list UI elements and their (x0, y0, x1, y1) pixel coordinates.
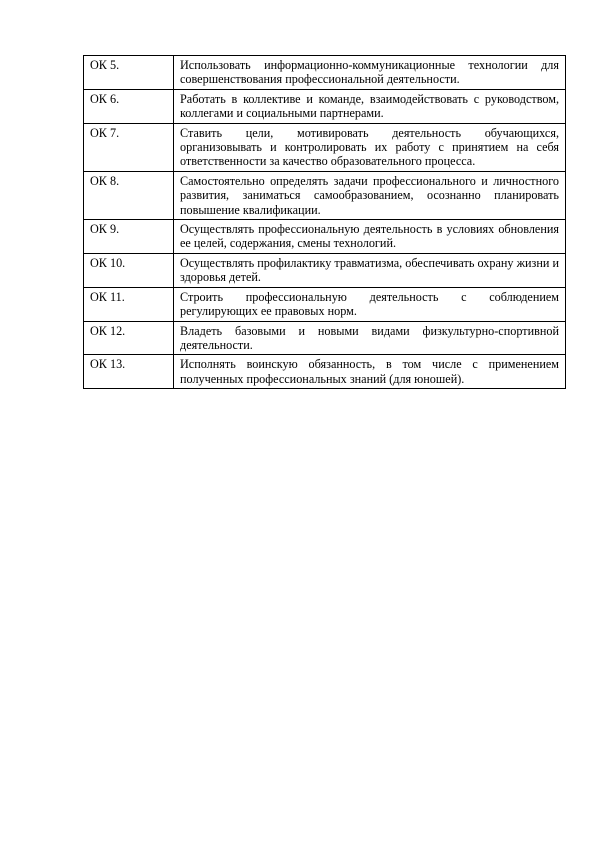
competency-description: Строить профессиональную деятельность с соблюдением регулирующих ее правовых норм. (174, 287, 566, 321)
competency-code: ОК 6. (84, 89, 174, 123)
competency-code: ОК 11. (84, 287, 174, 321)
table-row (84, 253, 566, 287)
competency-code: ОК 13. (84, 355, 174, 389)
competency-description: Самостоятельно определять задачи профессионального и личностного развития, заниматься самообразованием, осознанно планировать повышение квалификации. (174, 171, 566, 219)
competency-description: Работать в коллективе и команде, взаимодействовать с руководством, коллегами и социальными партнерами. (174, 89, 566, 123)
competencies-table (83, 55, 566, 389)
table-row (84, 355, 566, 389)
table-row (84, 56, 566, 90)
competency-code: ОК 12. (84, 321, 174, 355)
competency-description: Владеть базовыми и новыми видами физкультурно-спортивной деятельности. (174, 321, 566, 355)
table-row (84, 89, 566, 123)
table-row (84, 220, 566, 254)
table-row (84, 321, 566, 355)
competency-description: Использовать информационно-коммуникационные технологии для совершенствования профессиональной деятельности. (174, 56, 566, 90)
competency-description: Исполнять воинскую обязанность, в том числе с применением полученных профессиональных знаний (для юношей). (174, 355, 566, 389)
competency-code: ОК 10. (84, 253, 174, 287)
table-row (84, 123, 566, 171)
competency-description: Осуществлять профессиональную деятельность в условиях обновления ее целей, содержания, смены технологий. (174, 220, 566, 254)
table-row (84, 171, 566, 219)
competency-code: ОК 8. (84, 171, 174, 219)
competency-code: ОК 7. (84, 123, 174, 171)
competency-description: Ставить цели, мотивировать деятельность обучающихся, организовывать и контролировать их работу с принятием на себя ответственности за качество образовательного процесса. (174, 123, 566, 171)
competency-code: ОК 5. (84, 56, 174, 90)
competencies-table-body (84, 56, 566, 389)
table-row (84, 287, 566, 321)
competency-code: ОК 9. (84, 220, 174, 254)
competency-description: Осуществлять профилактику травматизма, обеспечивать охрану жизни и здоровья детей. (174, 253, 566, 287)
